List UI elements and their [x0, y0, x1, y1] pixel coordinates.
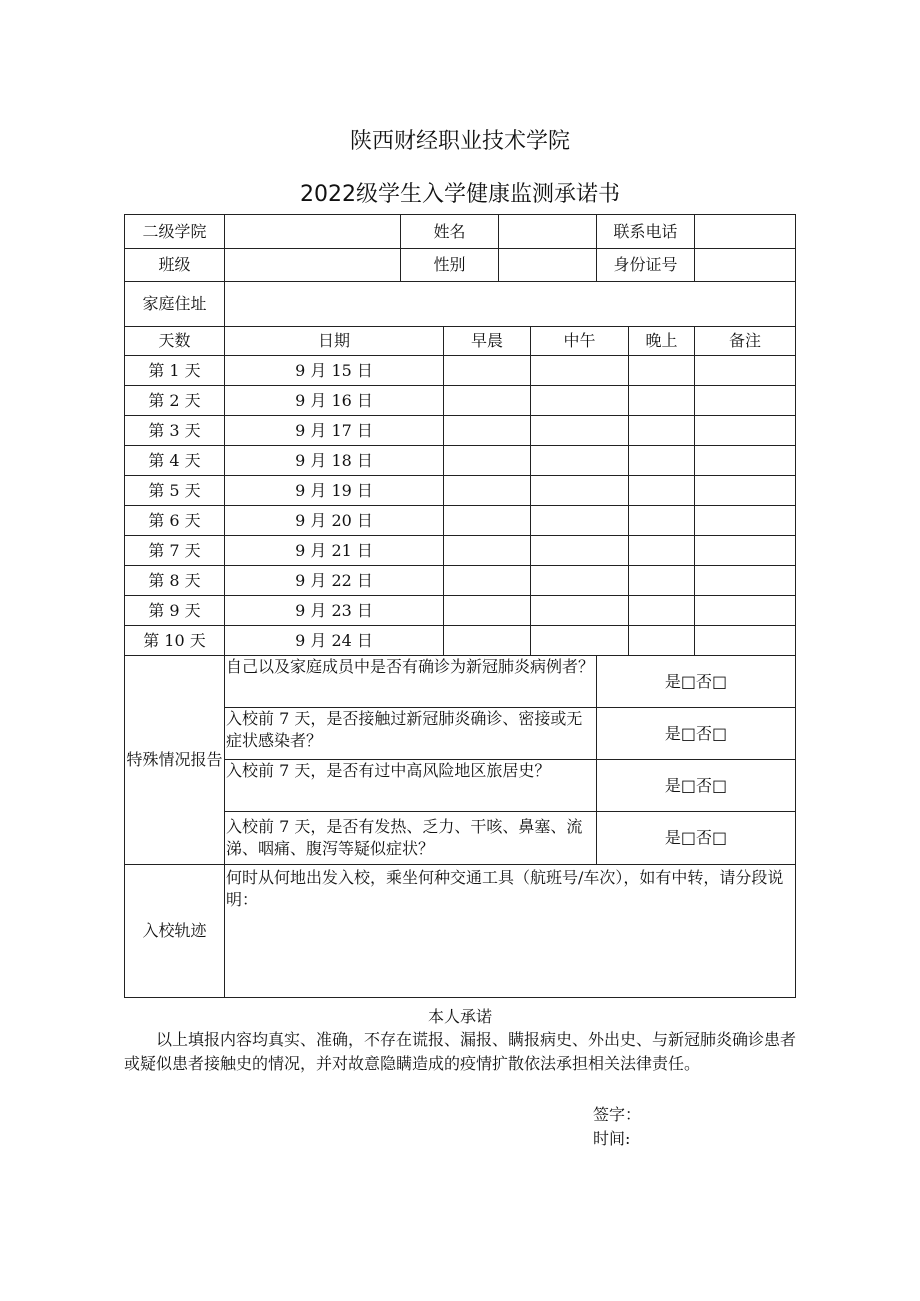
date-cell: 9 月 21 日: [225, 536, 444, 566]
remarks-cell[interactable]: [695, 416, 796, 446]
date-cell: 9 月 17 日: [225, 416, 444, 446]
date-cell: 9 月 20 日: [225, 506, 444, 536]
evening-cell[interactable]: [629, 596, 695, 626]
morning-cell[interactable]: [444, 566, 531, 596]
monitor-row: [125, 476, 796, 506]
college-field[interactable]: [225, 215, 401, 249]
header-morning: 早晨: [444, 327, 531, 356]
yes-no-answer[interactable]: 是□否□: [597, 812, 796, 865]
signature-field[interactable]: 签字：: [593, 1105, 642, 1124]
morning-cell[interactable]: [444, 596, 531, 626]
morning-cell[interactable]: [444, 356, 531, 386]
evening-cell[interactable]: [629, 506, 695, 536]
remarks-cell[interactable]: [695, 536, 796, 566]
evening-cell[interactable]: [629, 626, 695, 656]
phone-field[interactable]: [695, 215, 796, 249]
day-cell: 第 4 天: [125, 446, 225, 476]
morning-cell[interactable]: [444, 536, 531, 566]
special-question: 入校前 7 天，是否接触过新冠肺炎确诊、密接或无症状感染者？: [225, 708, 597, 760]
id-field[interactable]: [695, 249, 796, 282]
address-label: 家庭住址: [125, 282, 225, 327]
header-noon: 中午: [531, 327, 629, 356]
class-label: 班级: [125, 249, 225, 282]
monitor-row: [125, 416, 796, 446]
id-label: 身份证号: [597, 249, 695, 282]
noon-cell[interactable]: [531, 626, 629, 656]
remarks-cell[interactable]: [695, 386, 796, 416]
trace-field[interactable]: 何时从何地出发入校，乘坐何种交通工具（航班号/车次），如有中转，请分段说明：: [225, 865, 796, 998]
name-label: 姓名: [401, 215, 499, 249]
day-cell: 第 3 天: [125, 416, 225, 446]
noon-cell[interactable]: [531, 536, 629, 566]
date-field[interactable]: 时间:: [593, 1129, 631, 1148]
class-field[interactable]: [225, 249, 401, 282]
date-cell: 9 月 15 日: [225, 356, 444, 386]
morning-cell[interactable]: [444, 506, 531, 536]
trace-label: 入校轨迹: [125, 865, 225, 998]
day-cell: 第 9 天: [125, 596, 225, 626]
monitor-row: [125, 626, 796, 656]
noon-cell[interactable]: [531, 476, 629, 506]
day-cell: 第 10 天: [125, 626, 225, 656]
yes-no-answer[interactable]: 是□否□: [597, 760, 796, 812]
remarks-cell[interactable]: [695, 506, 796, 536]
monitor-row: [125, 566, 796, 596]
evening-cell[interactable]: [629, 566, 695, 596]
address-field[interactable]: [225, 282, 796, 327]
noon-cell[interactable]: [531, 386, 629, 416]
header-evening: 晚上: [629, 327, 695, 356]
institution-title: 陕西财经职业技术学院: [349, 129, 570, 154]
info-row-2: [125, 249, 796, 282]
evening-cell[interactable]: [629, 416, 695, 446]
day-cell: 第 7 天: [125, 536, 225, 566]
promise-body: 以上填报内容均真实、准确，不存在谎报、漏报、瞒报病史、外出史、与新冠肺炎确诊患者或疑似患者接触史的情况，并对故意隐瞒造成的疫情扩散依法承担相关法律责任。: [124, 1030, 797, 1073]
date-cell: 9 月 24 日: [225, 626, 444, 656]
special-row: [125, 812, 796, 865]
monitor-row: [125, 356, 796, 386]
noon-cell[interactable]: [531, 416, 629, 446]
remarks-cell[interactable]: [695, 566, 796, 596]
monitor-row: [125, 536, 796, 566]
gender-field[interactable]: [499, 249, 597, 282]
special-question: 入校前 7 天，是否有发热、乏力、干咳、鼻塞、流涕、咽痛、腹泻等疑似症状？: [225, 812, 597, 865]
gender-label: 性别: [401, 249, 499, 282]
remarks-cell[interactable]: [695, 596, 796, 626]
name-field[interactable]: [499, 215, 597, 249]
address-row: [125, 282, 796, 327]
day-cell: 第 5 天: [125, 476, 225, 506]
trace-row: [125, 865, 796, 998]
yes-no-answer[interactable]: 是□否□: [597, 656, 796, 708]
college-label: 二级学院: [125, 215, 225, 249]
morning-cell[interactable]: [444, 626, 531, 656]
morning-cell[interactable]: [444, 416, 531, 446]
evening-cell[interactable]: [629, 536, 695, 566]
monitor-row: [125, 506, 796, 536]
noon-cell[interactable]: [531, 596, 629, 626]
noon-cell[interactable]: [531, 566, 629, 596]
date-cell: 9 月 19 日: [225, 476, 444, 506]
day-cell: 第 1 天: [125, 356, 225, 386]
header-day: 天数: [125, 327, 225, 356]
yes-no-answer[interactable]: 是□否□: [597, 708, 796, 760]
evening-cell[interactable]: [629, 446, 695, 476]
noon-cell[interactable]: [531, 506, 629, 536]
noon-cell[interactable]: [531, 446, 629, 476]
monitor-header-row: [125, 327, 796, 356]
day-cell: 第 6 天: [125, 506, 225, 536]
remarks-cell[interactable]: [695, 356, 796, 386]
evening-cell[interactable]: [629, 386, 695, 416]
special-row: [125, 760, 796, 812]
health-form-table: [124, 214, 796, 998]
special-row: [125, 708, 796, 760]
remarks-cell[interactable]: [695, 476, 796, 506]
date-cell: 9 月 18 日: [225, 446, 444, 476]
header-date: 日期: [225, 327, 444, 356]
header-remarks: 备注: [695, 327, 796, 356]
morning-cell[interactable]: [444, 476, 531, 506]
noon-cell[interactable]: [531, 356, 629, 386]
day-cell: 第 2 天: [125, 386, 225, 416]
remarks-cell[interactable]: [695, 446, 796, 476]
date-cell: 9 月 22 日: [225, 566, 444, 596]
special-question: 入校前 7 天，是否有过中高风险地区旅居史？: [225, 760, 597, 812]
date-cell: 9 月 16 日: [225, 386, 444, 416]
monitor-row: [125, 596, 796, 626]
phone-label: 联系电话: [597, 215, 695, 249]
monitor-row: [125, 446, 796, 476]
evening-cell[interactable]: [629, 356, 695, 386]
special-question: 自己以及家庭成员中是否有确诊为新冠肺炎病例者？: [225, 656, 597, 708]
form-title: 2022级学生入学健康监测承诺书: [300, 182, 620, 207]
morning-cell[interactable]: [444, 446, 531, 476]
remarks-cell[interactable]: [695, 626, 796, 656]
evening-cell[interactable]: [629, 476, 695, 506]
info-row-1: [125, 215, 796, 249]
promise-title: 本人承诺: [427, 1007, 492, 1026]
morning-cell[interactable]: [444, 386, 531, 416]
special-row: [125, 656, 796, 708]
day-cell: 第 8 天: [125, 566, 225, 596]
date-cell: 9 月 23 日: [225, 596, 444, 626]
special-report-label: 特殊情况报告: [125, 656, 225, 865]
monitor-row: [125, 386, 796, 416]
